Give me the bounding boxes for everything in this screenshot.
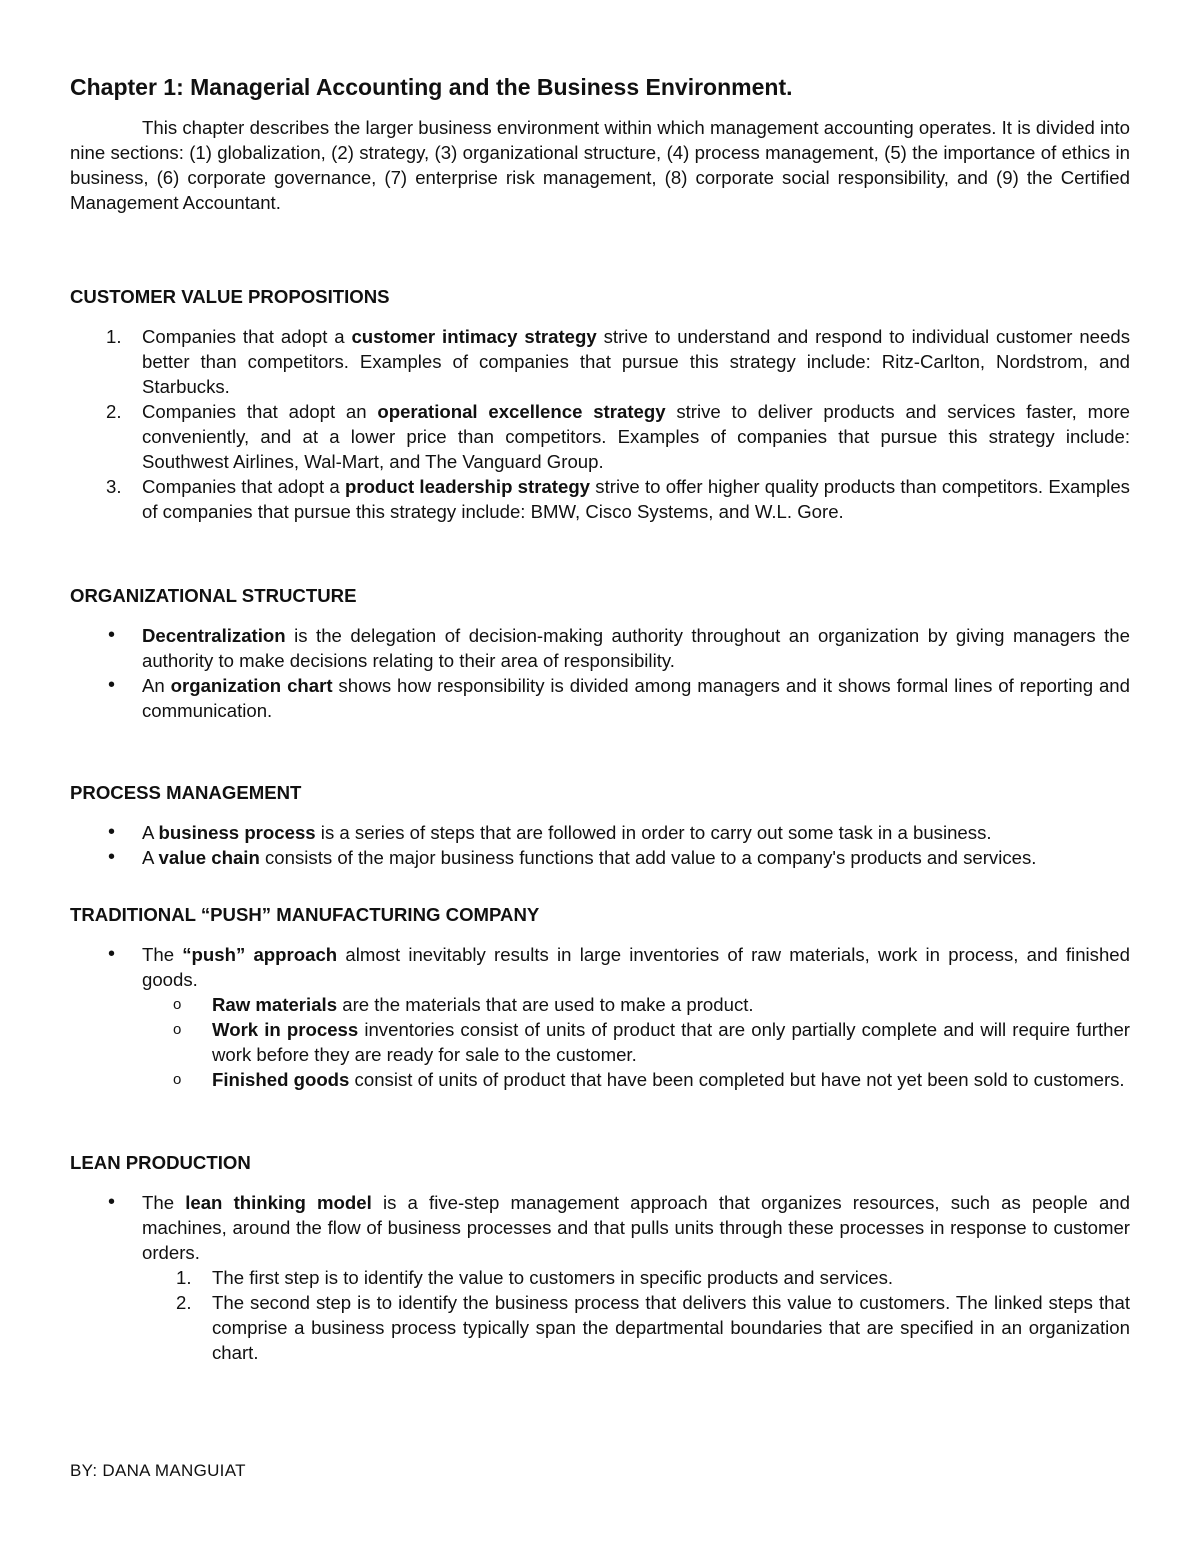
section-heading-process-management: PROCESS MANAGEMENT (70, 782, 302, 803)
list-item: 3. Companies that adopt a product leadership strategy strive to offer higher quality products than competitors. Examples of companies that pursue this strategy include: BMW, Cisco Systems, and W.L. Gore. (106, 476, 1130, 522)
list-number: 1. (176, 1267, 192, 1288)
list-number: 2. (106, 401, 122, 422)
intro-paragraph: This chapter describes the larger business environment within which management accounting operates. It is divided into nine sections: (1) globalization, (2) strategy, (3) organizational structure, (4) process management, (5) the importance of ethics in business, (6) corporate governance, (7) enterprise risk management, (8) corporate social responsibility, and (9) the Certified Management Accountant. (70, 117, 1130, 213)
bullet-icon: • (108, 624, 116, 646)
list-number: 3. (106, 476, 122, 497)
section-heading-organizational-structure: ORGANIZATIONAL STRUCTURE (70, 585, 357, 606)
lean-steps-list (142, 1265, 1130, 1365)
chapter-title: Chapter 1: Managerial Accounting and the Business Environment. (70, 74, 793, 100)
circle-bullet-icon: o (173, 1021, 182, 1038)
org-list (70, 623, 1130, 723)
sub-list-item: o Finished goods consist of units of product that have been completed but have not yet been sold to customers. (173, 1069, 1125, 1090)
bold-term: business process (158, 822, 316, 843)
sub-list-item: o Work in process inventories consist of units of product that are only partially complete and will require further work before they are ready for sale to the customer. (173, 1019, 1130, 1065)
list-number: 2. (176, 1292, 192, 1313)
list-item: • A value chain consists of the major business functions that add value to a company's products and services. (108, 846, 1037, 868)
list-item: 1. Companies that adopt a customer intimacy strategy strive to understand and respond to individual customer needs better than competitors. Examples of companies that pursue this strategy include: Ritz-Carlton, Nordstrom, and Starbucks. (106, 326, 1130, 397)
section-heading-traditional-push: TRADITIONAL “PUSH” MANUFACTURING COMPANY (70, 904, 540, 925)
sub-list-item: 2. The second step is to identify the business process that delivers this value to customers. The linked steps that comprise a business process typically span the departmental boundaries that are specified in an organization chart. (176, 1292, 1130, 1363)
bold-term: Decentralization (142, 625, 286, 646)
sub-list-item: 1. The first step is to identify the value to customers in specific products and services. (176, 1267, 894, 1288)
bold-term: lean thinking model (185, 1192, 372, 1213)
list-item: • A business process is a series of steps that are followed in order to carry out some task in a business. (108, 821, 992, 843)
list-item: 2. Companies that adopt an operational excellence strategy strive to deliver products and services faster, more conveniently, and at a lower price than competitors. Examples of companies that pursue this strategy include: Southwest Airlines, Wal-Mart, and The Vanguard Group. (106, 401, 1130, 472)
bold-term: Work in process (212, 1019, 359, 1040)
bold-term: operational excellence strategy (377, 401, 666, 422)
author-footer: BY: DANA MANGUIAT (70, 1461, 246, 1480)
bullet-icon: • (108, 1191, 116, 1213)
bold-term: “push” approach (182, 944, 338, 965)
list-item: • An organization chart shows how responsibility is divided among managers and it shows formal lines of reporting and communication. (108, 674, 1130, 721)
bold-term: value chain (158, 847, 260, 868)
list-item: • Decentralization is the delegation of decision-making authority throughout an organization by giving managers the authority to make decisions relating to their area of responsibility. (108, 624, 1130, 671)
section-heading-lean-production: LEAN PRODUCTION (70, 1152, 251, 1173)
push-list (70, 942, 1130, 1092)
circle-bullet-icon: o (173, 1071, 182, 1088)
bold-term: Raw materials (212, 994, 338, 1015)
bullet-icon: • (108, 674, 116, 696)
circle-bullet-icon: o (173, 996, 182, 1013)
list-item: • The “push” approach almost inevitably results in large inventories of raw materials, work in process, and finished goods. o Raw materials are the materials that are used to make a product. o Work in process inventories consist of units of product that are only partially complete and will require further work before they are ready for sale to the customer. o Finished goods consist of units of product that have been completed but have not yet been sold to customers. (70, 942, 1130, 1092)
lean-list (70, 1190, 1130, 1365)
push-sublist (142, 992, 1130, 1092)
bold-term: Finished goods (212, 1069, 350, 1090)
document-page (70, 72, 1130, 1365)
bold-term: product leadership strategy (344, 476, 591, 497)
bullet-icon: • (108, 821, 116, 843)
sub-list-item: o Raw materials are the materials that are used to make a product. (173, 994, 754, 1015)
bold-term: organization chart (170, 675, 333, 696)
bold-term: customer intimacy strategy (351, 326, 597, 347)
bullet-icon: • (108, 846, 116, 868)
bullet-icon: • (108, 943, 116, 965)
list-item: • The lean thinking model is a five-step management approach that organizes resources, such as people and machines, around the flow of business processes and that pulls units through these processes in response to customer orders. 1. The first step is to identify the value to customers in specific products and services. 2. The second step is to identify the business process that delivers this value to customers. The linked steps that comprise a business process typically span the departmental boundaries that are specified in an organization chart. (70, 1190, 1130, 1365)
section-heading-customer-value-propositions: CUSTOMER VALUE PROPOSITIONS (70, 286, 390, 307)
pm-list (70, 820, 1130, 870)
cvp-list (70, 324, 1130, 524)
list-number: 1. (106, 326, 122, 347)
